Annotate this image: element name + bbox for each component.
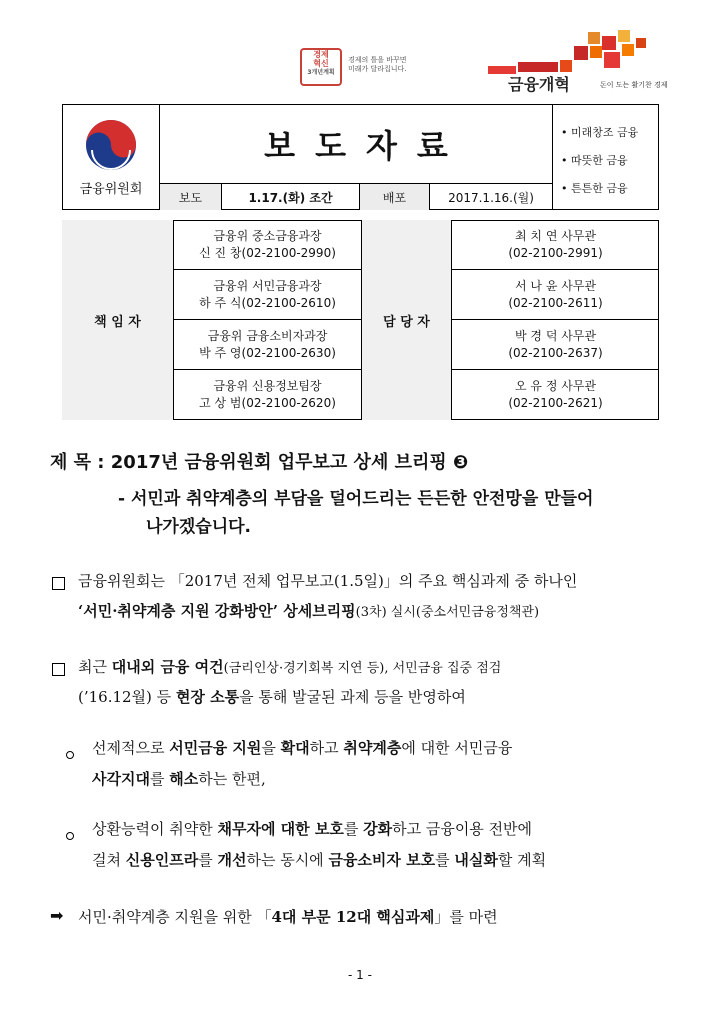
circle-bullet-icon	[66, 744, 74, 763]
release-label: 보도	[160, 184, 222, 210]
responsible-column	[174, 220, 362, 420]
responsible-row: 금융위 서민금융과장 하 주 식(02-2100-2610)	[174, 270, 362, 320]
item-2-line-1: 상환능력이 취약한 채무자에 대한 보호를 강화하고 금융이용 전반에	[92, 820, 533, 838]
circle-bullet-icon	[66, 825, 74, 844]
paragraph-2-line-2: (’16.12월) 등 현장 소통을 통해 발굴된 과제 등을 반영하여	[78, 688, 466, 706]
financial-reform-title: 금융개혁	[508, 75, 570, 94]
staff-row: 서 나 윤 사무관 (02-2100-2611)	[452, 270, 659, 320]
staff-row: 오 유 정 사무관 (02-2100-2621)	[508, 379, 603, 410]
checkbox-bullet-icon	[52, 575, 65, 594]
arrow-conclusion-line: 서민·취약계층 지원을 위한 「4대 부문 12대 핵심과제」를 마련	[78, 908, 498, 926]
page-title: 보도자료	[264, 126, 468, 165]
subtitle-line-1: - 서민과 취약계층의 부담을 덜어드리는 든든한 안전망을 만들어	[118, 489, 594, 509]
distribute-label: 배포	[360, 184, 430, 210]
financial-reform-mosaic-icon	[478, 30, 678, 76]
staff-column	[452, 220, 659, 420]
staff-label: 담 당 자	[362, 220, 452, 420]
arrow-right-icon: ➡	[50, 906, 64, 925]
slogan-item: • 미래창조 금융	[561, 126, 639, 139]
subject-heading: 제 목 : 2017년 금융위원회 업무보고 상세 브리핑 ❸	[50, 452, 469, 473]
release-value: 1.17.(화) 조간	[222, 184, 360, 210]
responsible-row: 금융위 금융소비자과장 박 주 영(02-2100-2630)	[174, 320, 362, 370]
paragraph-1-line-1: 금융위원회는 「2017년 전체 업무보고(1.5일)」의 주요 핵심과제 중 하나인	[78, 572, 578, 590]
title-cell	[160, 104, 553, 184]
responsible-label: 책 임 자	[62, 220, 174, 420]
government-emblem-icon	[84, 118, 138, 172]
paragraph-1-line-2: ‘서민·취약계층 지원 강화방안’ 상세브리핑(3차) 실시(중소서민금융정책관)	[78, 602, 540, 620]
staff-row: 최 치 연 사무관 (02-2100-2991)	[452, 220, 659, 270]
item-2-line-2: 걸쳐 신용인프라를 개선하는 동시에 금융소비자 보호를 내실화할 계획	[92, 851, 547, 869]
checkbox-bullet-icon	[52, 661, 65, 680]
item-1-line-2: 사각지대를 해소하는 한편,	[92, 770, 266, 788]
subtitle-line-2: 나가겠습니다.	[146, 517, 251, 537]
economic-innovation-seal: 경제 혁신 3개년계획	[300, 48, 342, 86]
responsible-row: 금융위 중소금융과장 신 진 창(02-2100-2990)	[174, 220, 362, 270]
staff-row: 박 경 덕 사무관 (02-2100-2637)	[452, 320, 659, 370]
slogan-item: • 따뜻한 금융	[561, 154, 628, 167]
distribute-value: 2017.1.16.(월)	[430, 184, 553, 210]
responsible-row: 금융위 신용정보팀장 고 상 범(02-2100-2620)	[174, 370, 362, 420]
paragraph-2-line-1: 최근 대내외 금융 여건(금리인상·경기회복 지연 등), 서민금융 집중 점검	[78, 658, 502, 676]
financial-reform-subtitle: 돈이 도는 활기찬 경제	[600, 81, 668, 89]
page-number: - 1 -	[348, 968, 372, 982]
org-name: 금융위원회	[79, 182, 143, 197]
economic-innovation-tagline: 경제의 틀을 바꾸면 미래가 달라집니다.	[348, 56, 407, 73]
slogan-item: • 튼튼한 금융	[561, 182, 628, 195]
item-1-line-1: 선제적으로 서민금융 지원을 확대하고 취약계층에 대한 서민금융	[92, 739, 513, 757]
slogan-cell	[553, 104, 659, 210]
